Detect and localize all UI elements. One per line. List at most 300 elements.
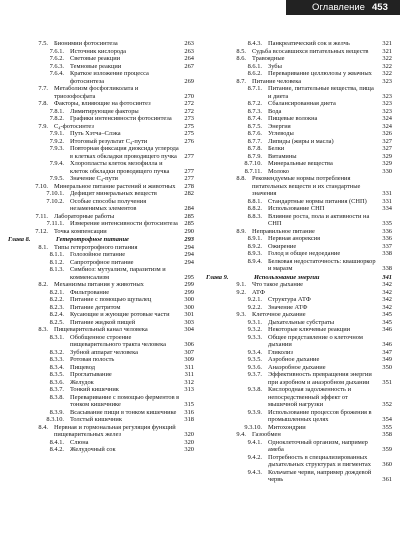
toc-entry-title: Дефицит минеральных веществ	[70, 190, 157, 197]
toc-entry-number: 9.3.4.	[247, 348, 262, 356]
toc-entry[interactable]	[206, 85, 392, 100]
toc-entry-title: Белки	[268, 145, 285, 152]
page-title: Оглавление	[312, 2, 365, 13]
toc-entry-number: 8.1.2.	[49, 258, 64, 266]
toc-entry-number: 7.7.	[38, 85, 48, 92]
toc-entry[interactable]	[8, 40, 194, 48]
toc-entry-number: 8.3.1.	[49, 333, 64, 341]
toc-entry[interactable]	[206, 356, 392, 364]
toc-entry[interactable]	[8, 266, 194, 281]
toc-entry-number: 8.3.9.	[49, 408, 64, 416]
toc-entry[interactable]	[206, 311, 392, 319]
toc-entry-title: Кислородная задолженность и непосредственный эффект от мышечной нагрузки	[268, 386, 351, 408]
toc-entry[interactable]	[8, 130, 194, 138]
toc-entry[interactable]	[206, 250, 392, 258]
toc-entry-title: Метаболизм фосфогликолата и триозофосфата	[54, 85, 139, 100]
toc-entry-number: 7.9.5.	[49, 175, 64, 182]
toc-entry[interactable]	[206, 48, 392, 56]
toc-entry-title: Краткое изложение процесса фотосинтеза	[70, 70, 149, 85]
toc-entry[interactable]	[8, 334, 194, 349]
toc-entry[interactable]	[206, 364, 392, 372]
toc-entry-title: Аэробное дыхание	[268, 356, 320, 363]
toc-entry-title: Эффективность превращения энергии при аэробном и анаэробном дыхании	[268, 371, 372, 386]
toc-entry-title: Судьба всосавшихся питательных веществ	[252, 47, 369, 55]
toc-entry-number: 9.3.	[236, 311, 246, 318]
toc-entry[interactable]	[8, 115, 194, 123]
toc-entry-page: 329	[382, 160, 392, 167]
toc-entry-title: Травоядные	[252, 55, 285, 62]
toc-entry[interactable]	[8, 63, 194, 71]
toc-entry[interactable]	[8, 349, 194, 357]
toc-entry-page: 327	[382, 145, 392, 152]
toc-entry-number: 8.7.2.	[247, 100, 262, 107]
toc-entry[interactable]	[206, 78, 392, 86]
toc-entry-page: 336	[382, 227, 392, 235]
toc-entry-title: Структура АТФ	[268, 296, 311, 303]
toc-entry-page: 290	[184, 227, 194, 235]
toc-entry[interactable]	[8, 123, 194, 131]
toc-entry-title: Некоторые ключевые реакции	[268, 326, 351, 333]
toc-entry[interactable]	[8, 446, 194, 454]
toc-entry-title: Всасывание пищи в тонком кишечнике	[70, 408, 177, 416]
toc-entry[interactable]	[8, 379, 194, 387]
toc-entry[interactable]	[8, 183, 194, 191]
toc-entry[interactable]	[8, 394, 194, 409]
toc-entry[interactable]	[206, 100, 392, 108]
toc-entry-page: 323	[382, 77, 392, 85]
toc-entry-page: 264	[184, 55, 194, 62]
toc-entry[interactable]	[8, 175, 194, 183]
toc-entry-page: 315	[184, 401, 194, 408]
toc-entry-title: Что такое дыхание	[252, 281, 304, 288]
toc-entry-number: 7.11.	[35, 212, 48, 220]
toc-entry-number: 8.3.10.	[46, 416, 64, 423]
toc-entry[interactable]	[8, 304, 194, 312]
toc-entry[interactable]	[206, 70, 392, 78]
toc-entry-page: 355	[382, 423, 392, 431]
toc-entry[interactable]	[206, 235, 392, 243]
toc-entry-title: Стандартные нормы питания (СНП)	[268, 197, 367, 205]
toc-entry[interactable]	[206, 386, 392, 409]
toc-entry[interactable]	[206, 289, 392, 297]
toc-entry[interactable]	[206, 258, 392, 273]
toc-entry-title: Пищевод	[70, 363, 96, 371]
toc-entry-number: 8.2.2.	[49, 296, 64, 303]
toc-entry-title: Минеральное питание растений и животных	[54, 182, 176, 190]
toc-entry-number: 8.7.1.	[247, 85, 262, 92]
toc-entry-page: 342	[382, 296, 392, 303]
toc-entry[interactable]	[206, 431, 392, 439]
toc-entry-page: 270	[184, 92, 194, 100]
toc-entry[interactable]	[206, 130, 392, 138]
toc-entry[interactable]	[8, 416, 194, 424]
toc-entry[interactable]	[8, 289, 194, 297]
toc-entry[interactable]	[206, 63, 392, 71]
toc-entry-number: 8.2.1.	[49, 288, 64, 296]
toc-entry-number: 8.7.5.	[247, 122, 262, 130]
toc-entry-number: 8.7.10.	[244, 160, 262, 167]
toc-entry[interactable]	[206, 123, 392, 131]
toc-entry[interactable]	[206, 205, 392, 213]
toc-entry-page: 323	[382, 100, 392, 107]
toc-entry-number: 7.6.1.	[49, 47, 64, 55]
toc-entry[interactable]	[8, 160, 194, 175]
toc-entry[interactable]	[206, 326, 392, 334]
toc-entry[interactable]	[8, 70, 194, 85]
toc-entry[interactable]	[206, 304, 392, 312]
toc-entry-title: Голод и общее недоедание	[268, 250, 341, 257]
toc-entry-number: 8.7.11.	[244, 167, 262, 175]
toc-entry-page: 299	[184, 281, 194, 288]
toc-entry-title: Питание человека	[252, 77, 302, 85]
toc-entry-number: 7.6.2.	[49, 55, 64, 62]
toc-entry[interactable]	[8, 55, 194, 63]
toc-entry-title: Неправильное питание	[252, 227, 315, 235]
toc-entry-number: 9.3.8.	[247, 386, 262, 393]
toc-entry-title: Симбиоз: мутуализм, паразитизм и комменсализм	[70, 266, 166, 281]
toc-entry-number: 8.1.3.	[49, 266, 64, 273]
toc-left-column	[8, 40, 194, 454]
toc-entry-title: Молоко	[268, 167, 289, 175]
toc-entry-title: Вода	[268, 107, 282, 115]
toc-entry-page: 326	[382, 130, 392, 137]
toc-entry-title: Энергия	[268, 122, 291, 130]
toc-entry[interactable]	[8, 439, 194, 447]
toc-entry-number: 8.3.2.	[49, 348, 64, 356]
toc-entry-number: 9.3.5.	[247, 356, 262, 363]
toc-entry-number: 9.3.6.	[247, 363, 262, 371]
toc-entry-title: Ротовая полость	[70, 356, 115, 363]
toc-entry-page: 295	[184, 273, 194, 281]
toc-entry-number: 7.11.1.	[46, 220, 64, 227]
toc-entry-page: 273	[184, 115, 194, 122]
toc-entry-title: Кусающие и жующие ротовые части	[70, 311, 170, 318]
toc-entry-page: 275	[184, 122, 194, 130]
toc-entry-number: 7.12.	[35, 227, 48, 235]
toc-entry-page: 301	[184, 311, 194, 318]
toc-entry-page: 277	[184, 152, 194, 160]
toc-entry[interactable]	[8, 281, 194, 289]
toc-entry-title: Питание детритом	[70, 303, 121, 311]
toc-entry-title: Тонкий кишечник	[70, 386, 119, 393]
toc-entry-page: 324	[382, 122, 392, 130]
toc-entry-page: 341	[382, 273, 392, 281]
toc-entry-page: 311	[184, 363, 194, 371]
toc-entry-title: Митохондрии	[268, 423, 306, 431]
toc-entry[interactable]	[206, 469, 392, 484]
toc-entry-title: Витамины	[268, 152, 297, 160]
toc-entry[interactable]	[8, 48, 194, 56]
toc-entry-number: 9.3.2.	[247, 326, 262, 333]
toc-entry[interactable]	[206, 145, 392, 153]
toc-entry-page: 345	[382, 318, 392, 326]
toc-entry-title: Клеточное дыхание	[252, 311, 306, 318]
toc-entry-page: 361	[382, 476, 392, 483]
toc-chapter-entry[interactable]	[8, 236, 194, 244]
toc-entry-title: Использование СНП	[268, 205, 325, 212]
toc-entry-title: Рекомендуемые нормы потребления питательных веществ и их стандартные значения	[252, 175, 361, 197]
toc-entry[interactable]	[8, 356, 194, 364]
toc-entry-page: 338	[382, 265, 392, 272]
toc-entry[interactable]	[206, 334, 392, 349]
toc-entry[interactable]	[206, 175, 392, 198]
toc-entry-number: 7.10.	[35, 182, 48, 190]
toc-entry[interactable]	[206, 296, 392, 304]
toc-entry[interactable]	[206, 349, 392, 357]
toc-entry[interactable]	[206, 319, 392, 327]
toc-entry[interactable]	[206, 213, 392, 228]
toc-entry-page: 346	[382, 341, 392, 348]
toc-entry-number: 9.3.3.	[247, 333, 262, 341]
toc-entry[interactable]	[8, 311, 194, 319]
toc-entry-number: 8.7.6.	[247, 130, 262, 137]
toc-entry-page: 354	[382, 416, 392, 423]
toc-entry-page: 312	[184, 378, 194, 386]
toc-entry-page: 307	[184, 348, 194, 356]
toc-entry[interactable]	[206, 138, 392, 146]
toc-entry-number: 7.6.4.	[49, 70, 64, 77]
toc-entry-number: 8.7.4.	[247, 115, 262, 122]
toc-entry-page: 263	[184, 40, 194, 47]
toc-entry[interactable]	[8, 409, 194, 417]
toc-entry-title: Сбалансированная диета	[268, 100, 336, 107]
toc-entry[interactable]	[206, 40, 392, 48]
toc-entry-title: Значение АТФ	[268, 303, 308, 311]
toc-entry-number: 9.3.1.	[247, 318, 262, 326]
toc-entry-number: 8.7.9.	[247, 152, 262, 160]
toc-entry-number: 8.6.	[236, 55, 246, 62]
toc-entry-title: Потребность в специализированных дыхательных структурах и пигментах	[268, 453, 371, 468]
toc-entry[interactable]	[8, 145, 194, 160]
toc-entry-number: 8.8.	[236, 175, 246, 182]
toc-entry-page: 277	[184, 167, 194, 175]
toc-entry-title: Переваривание с помощью ферментов в тонком кишечнике	[70, 393, 180, 408]
toc-entry-title: Слюна	[70, 438, 89, 446]
toc-entry[interactable]	[8, 326, 194, 334]
toc-entry-title: Зубной аппарат человека	[70, 348, 138, 356]
toc-entry-number: 9.2.1.	[247, 296, 262, 303]
toc-entry[interactable]	[8, 319, 194, 327]
toc-entry-number: Глава 8.	[8, 236, 31, 243]
toc-entry-page: 337	[382, 242, 392, 250]
toc-entry-page: 276	[184, 137, 194, 145]
toc-entry[interactable]	[206, 371, 392, 386]
toc-entry-number: 9.2.2.	[247, 303, 262, 311]
toc-entry-page: 360	[382, 461, 392, 468]
toc-entry[interactable]	[8, 138, 194, 146]
toc-entry-number: 8.9.4.	[247, 257, 262, 265]
toc-entry-title: Путь Хэтча–Слэка	[70, 130, 121, 137]
toc-entry-title: Механизмы питания у животных	[54, 281, 144, 288]
toc-entry-number: 8.2.3.	[49, 303, 64, 311]
toc-entry-page: 352	[382, 401, 392, 408]
toc-entry[interactable]	[8, 85, 194, 100]
toc-entry-number: 8.4.2.	[49, 446, 64, 453]
toc-entry-page: 334	[382, 205, 392, 212]
toc-entry-number: 8.7.8.	[247, 145, 262, 152]
toc-entry-page: 272	[184, 100, 194, 107]
toc-entry-page: 320	[184, 446, 194, 453]
toc-entry-title: Питание, питательные вещества, пища и диета	[268, 85, 374, 100]
toc-entry-number: 9.4.2.	[247, 453, 262, 461]
toc-entry-page: 346	[382, 326, 392, 333]
toc-entry-number: 8.6.1.	[247, 62, 262, 70]
toc-entry-title: Влияние роста, пола и активности на СНП	[268, 212, 370, 227]
toc-entry-page: 323	[382, 92, 392, 100]
toc-entry-page: 304	[184, 326, 194, 333]
toc-entry-page: 318	[184, 416, 194, 423]
toc-entry-page: 278	[184, 182, 194, 190]
toc-entry-page: 322	[382, 55, 392, 62]
toc-entry-page: 306	[184, 341, 194, 348]
toc-entry-number: 8.7.	[236, 77, 246, 85]
toc-entry[interactable]	[206, 243, 392, 251]
toc-entry[interactable]	[8, 220, 194, 228]
toc-entry-title: Белковая недостаточность: квашиоркор и маразм	[268, 257, 376, 272]
page-number: 453	[372, 2, 388, 13]
toc-entry-number: 7.9.2.	[49, 137, 64, 145]
toc-entry-number: 9.3.7.	[247, 371, 262, 378]
toc-entry-number: 9.3.10.	[244, 423, 262, 431]
toc-entry-number: 7.8.2.	[49, 115, 64, 122]
toc-entry-title: Ожирение	[268, 242, 297, 250]
toc-entry-page: 342	[382, 288, 392, 296]
toc-entry-number: 8.4.3.	[247, 40, 262, 47]
toc-entry-number: 8.9.	[236, 227, 246, 235]
toc-entry[interactable]	[206, 168, 392, 176]
toc-entry-title: C₄-фотосинтез	[54, 122, 94, 130]
toc-entry-page: 277	[184, 175, 194, 182]
toc-entry-page: 294	[184, 243, 194, 251]
toc-entry-number: 8.6.2.	[247, 70, 262, 77]
toc-entry[interactable]	[8, 259, 194, 267]
toc-entry-title: Желудочный сок	[70, 446, 116, 453]
toc-entry-title: Гликолиз	[268, 348, 293, 356]
toc-entry-number: 8.3.5.	[49, 371, 64, 378]
toc-entry-page: 342	[382, 281, 392, 288]
toc-entry-number: Глава 9.	[206, 273, 229, 281]
toc-entry-title: Нервная анорексия	[268, 235, 321, 242]
toc-entry-number: 8.3.6.	[49, 378, 64, 386]
toc-entry-number: 7.8.	[38, 100, 48, 107]
toc-entry-page: 320	[184, 438, 194, 446]
toc-entry-page: 313	[184, 386, 194, 393]
toc-entry[interactable]	[8, 228, 194, 236]
toc-entry[interactable]	[206, 55, 392, 63]
toc-entry[interactable]	[8, 100, 194, 108]
toc-entry-page: 300	[184, 296, 194, 303]
toc-entry-page: 285	[184, 212, 194, 220]
toc-entry[interactable]	[8, 244, 194, 252]
toc-entry[interactable]	[8, 386, 194, 394]
toc-entry-number: 8.7.3.	[247, 107, 262, 115]
toc-entry[interactable]	[8, 190, 194, 198]
toc-entry[interactable]	[206, 198, 392, 206]
toc-entry-title: Темновые реакции	[70, 62, 122, 70]
toc-entry-title: Общее представление о клеточном дыхании	[268, 333, 363, 348]
toc-entry-title: Измерение интенсивности фотосинтеза	[70, 220, 178, 227]
toc-entry-title: Графики интенсивности фотосинтеза	[70, 115, 172, 122]
toc-entry[interactable]	[8, 296, 194, 304]
toc-entry-number: 9.1.	[236, 281, 246, 288]
toc-entry-title: Питание жидкой пищей	[70, 318, 136, 326]
toc-entry-page: 311	[184, 371, 194, 378]
toc-entry-page: 331	[382, 190, 392, 197]
toc-entry-page: 282	[184, 190, 194, 197]
toc-entry-title: Обобщенное строение пищеварительного тракта человека	[70, 333, 166, 348]
toc-entry[interactable]	[206, 228, 392, 236]
toc-entry[interactable]	[206, 409, 392, 424]
toc-entry-page: 327	[382, 137, 392, 145]
toc-entry-title: Факторы, влияющие на фотосинтез	[54, 100, 151, 107]
toc-entry-page: 309	[184, 356, 194, 363]
toc-entry[interactable]	[206, 281, 392, 289]
toc-entry-title: Сапротрофное питание	[70, 258, 134, 266]
toc-entry-title: Углеводы	[268, 130, 294, 137]
toc-entry[interactable]	[8, 424, 194, 439]
toc-entry-title: Точка компенсации	[54, 227, 107, 235]
toc-entry[interactable]	[206, 108, 392, 116]
toc-entry-page: 331	[382, 197, 392, 205]
toc-entry[interactable]	[8, 108, 194, 116]
toc-entry[interactable]	[206, 115, 392, 123]
toc-entry-page: 321	[382, 40, 392, 47]
toc-entry-title: Дыхательные субстраты	[268, 318, 335, 326]
toc-entry-title: Итоговый результат C₄-пути	[70, 137, 148, 145]
toc-entry[interactable]	[206, 153, 392, 161]
toc-entry-title: Панкреатический сок и желчь	[268, 40, 350, 47]
toc-entry[interactable]	[206, 424, 392, 432]
toc-entry-page: 350	[382, 363, 392, 371]
toc-chapter-entry[interactable]	[206, 274, 392, 282]
toc-entry-number: 8.9.3.	[247, 250, 262, 257]
toc-entry-page: 322	[382, 70, 392, 77]
toc-entry[interactable]	[8, 251, 194, 259]
toc-entry-title: Зубы	[268, 62, 282, 70]
toc-entry[interactable]	[8, 213, 194, 221]
toc-entry-title: Переваривание целлюлозы у жвачных	[268, 70, 372, 77]
toc-entry-number: 8.3.3.	[49, 356, 64, 363]
toc-entry[interactable]	[206, 439, 392, 454]
toc-entry-number: 8.1.1.	[49, 251, 64, 258]
toc-entry-number: 9.4.1.	[247, 438, 262, 446]
toc-entry-page: 272	[184, 107, 194, 115]
toc-entry-page: 359	[382, 446, 392, 453]
toc-entry-page: 320	[184, 431, 194, 438]
toc-entry[interactable]	[8, 371, 194, 379]
toc-entry-title: Типы гетеротрофного питания	[54, 243, 138, 251]
toc-right-column	[206, 40, 392, 484]
toc-entry[interactable]	[8, 198, 194, 213]
toc-entry-title: АТФ	[252, 288, 265, 296]
toc-entry-page: 267	[184, 62, 194, 70]
toc-entry[interactable]	[8, 364, 194, 372]
toc-entry-page: 324	[382, 115, 392, 122]
toc-entry-page: 338	[382, 250, 392, 257]
toc-entry-title: Лимитирующие факторы	[70, 107, 139, 115]
toc-entry-page: 330	[382, 167, 392, 175]
toc-entry[interactable]	[206, 454, 392, 469]
toc-entry-title: Значение C₄-пути	[70, 175, 118, 182]
toc-entry-page: 263	[184, 47, 194, 55]
toc-entry-number: 8.7.7.	[247, 137, 262, 145]
toc-entry-title: Лабораторные работы	[54, 212, 115, 220]
toc-entry-title: Хлоропласты клеток мезофилла и клеток обкладки проводящего пучка	[70, 160, 170, 175]
toc-entry-page: 303	[184, 318, 194, 326]
toc-entry[interactable]	[206, 160, 392, 168]
toc-entry-title: Пищевые волокна	[268, 115, 318, 122]
toc-entry-page: 342	[382, 303, 392, 311]
